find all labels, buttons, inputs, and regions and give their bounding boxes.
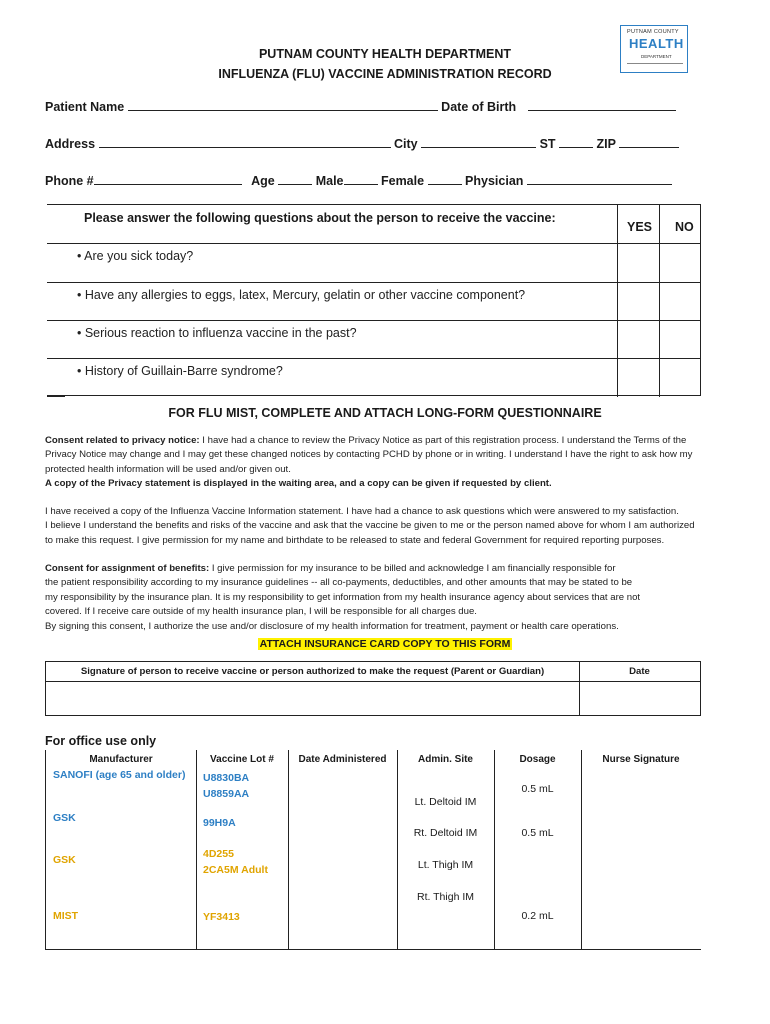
signature-date-field[interactable] bbox=[580, 682, 699, 715]
phone-label: Phone # bbox=[45, 174, 94, 188]
health-department-logo: PUTNAM COUNTY HEALTH DEPARTMENT bbox=[620, 25, 688, 73]
manufacturer-sanofi: SANOFI (age 65 and older) bbox=[53, 769, 186, 781]
dosage-sanofi: 0.5 mL bbox=[521, 783, 554, 795]
site-lt-deltoid: Lt. Deltoid IM bbox=[414, 796, 477, 808]
patient-name-field[interactable] bbox=[128, 99, 438, 111]
lot-yf3413: YF3413 bbox=[203, 911, 240, 923]
privacy-consent-label: Consent related to privacy notice: bbox=[45, 435, 200, 446]
female-field[interactable] bbox=[428, 173, 462, 185]
yes-sick-cell[interactable] bbox=[618, 243, 659, 280]
manufacturer-mist: MIST bbox=[53, 910, 79, 922]
site-lt-thigh: Lt. Thigh IM bbox=[417, 859, 474, 871]
no-guillain-barre-cell[interactable] bbox=[660, 358, 701, 395]
no-header: NO bbox=[675, 220, 694, 234]
address-label: Address bbox=[45, 137, 96, 151]
no-sick-cell[interactable] bbox=[660, 243, 701, 280]
male-label: Male bbox=[315, 174, 344, 188]
city-label: City bbox=[394, 137, 418, 151]
question-sick: • Are you sick today? bbox=[77, 249, 194, 263]
site-rt-thigh: Rt. Thigh IM bbox=[417, 891, 474, 903]
male-field[interactable] bbox=[344, 173, 378, 185]
lot-4d255: 4D255 bbox=[203, 848, 234, 860]
questions-heading: Please answer the following questions about the person to receive the vaccine: bbox=[84, 211, 556, 225]
dob-field[interactable] bbox=[528, 99, 676, 111]
question-reaction: • Serious reaction to influenza vaccine in the past? bbox=[77, 326, 357, 340]
attach-insurance-note: ATTACH INSURANCE CARD COPY TO THIS FORM bbox=[259, 638, 511, 650]
no-allergies-cell[interactable] bbox=[660, 282, 701, 319]
benefits-consent: Consent for assignment of benefits: I give permission for my insurance to be billed and acknowledge I am financially responsible for the patient responsibility according to my insurance guidelines -- all co-payments, deductibles, and other amounts that may be stated to be my responsibility by the insurance plan. It is my responsibility to get information from my health insurance agency about services that are not covered. If I receive care outside of my health insurance plan, I will be responsible for all charges due. By signing this consent, I authorize the use and/or disclosure of my health information for treatment, payment or health care operations. bbox=[45, 563, 641, 632]
privacy-statement-note: A copy of the Privacy statement is displayed in the waiting area, and a copy can be given if requested by client. bbox=[45, 478, 552, 490]
yes-reaction-cell[interactable] bbox=[618, 320, 659, 357]
signature-field[interactable] bbox=[47, 682, 578, 715]
female-label: Female bbox=[380, 174, 425, 188]
manufacturer-gsk-2: GSK bbox=[53, 854, 76, 866]
address-field[interactable] bbox=[99, 136, 391, 148]
manufacturer-header: Manufacturer bbox=[89, 754, 153, 765]
phone-field[interactable] bbox=[94, 173, 242, 185]
date-administered-header: Date Administered bbox=[298, 754, 387, 765]
phone-row bbox=[45, 173, 672, 188]
form-title: INFLUENZA (FLU) VACCINE ADMINISTRATION RECORD bbox=[218, 67, 552, 81]
flu-mist-note: FOR FLU MIST, COMPLETE AND ATTACH LONG-FORM QUESTIONNAIRE bbox=[168, 406, 602, 420]
signature-table bbox=[45, 661, 701, 716]
question-guillain-barre: • History of Guillain-Barre syndrome? bbox=[77, 364, 283, 378]
question-allergies: • Have any allergies to eggs, latex, Mercury, gelatin or other vaccine component? bbox=[77, 288, 526, 302]
dosage-gsk: 0.5 mL bbox=[521, 827, 554, 839]
lot-u8859aa: U8859AA bbox=[203, 788, 250, 800]
vaccine-lot-header: Vaccine Lot # bbox=[210, 754, 274, 765]
st-label: ST bbox=[539, 137, 556, 151]
site-rt-deltoid: Rt. Deltoid IM bbox=[413, 827, 478, 839]
admin-site-header: Admin. Site bbox=[417, 754, 473, 765]
vis-consent: I have received a copy of the Influenza Vaccine Information statement. I have had a chance to ask questions which were answered to my satisfaction. I believe I understand the benefits and risks of the vaccine and ask that the vaccine be given to me or the person named above for whom I am authorized to make this request. I give permission for my name and birthdate to be released to state and federal Government for required reporting purposes. bbox=[45, 506, 695, 546]
zip-label: ZIP bbox=[596, 137, 616, 151]
privacy-consent: Consent related to privacy notice: I have had a chance to review the Privacy Notice as part of this registration process. I understand the Terms of the Privacy Notice may change and I may get these changed notices by contacting PCHD by phone or in writing. I understand I have the right to ask how my protected health information will be used and/or given out. A copy of the Privacy statement is displayed in the waiting area, and a copy can be given if requested by client. bbox=[45, 435, 693, 490]
physician-label: Physician bbox=[465, 174, 524, 188]
office-use-title: For office use only bbox=[45, 734, 157, 748]
physician-field[interactable] bbox=[527, 173, 672, 185]
age-field[interactable] bbox=[278, 173, 312, 185]
department-title: PUTNAM COUNTY HEALTH DEPARTMENT bbox=[258, 47, 512, 61]
yes-allergies-cell[interactable] bbox=[618, 282, 659, 319]
nurse-signature-header: Nurse Signature bbox=[602, 754, 680, 765]
patient-name-row bbox=[45, 99, 676, 114]
no-reaction-cell[interactable] bbox=[660, 320, 701, 357]
lot-99h9a: 99H9A bbox=[203, 817, 236, 829]
manufacturer-gsk-1: GSK bbox=[53, 812, 76, 824]
lot-2ca5m: 2CA5M Adult bbox=[203, 864, 268, 876]
age-label: Age bbox=[251, 174, 275, 188]
address-row bbox=[45, 136, 679, 151]
zip-field[interactable] bbox=[619, 136, 679, 148]
benefits-consent-label: Consent for assignment of benefits: bbox=[45, 563, 210, 574]
dob-label: Date of Birth bbox=[441, 100, 517, 114]
lot-u8830ba: U8830BA bbox=[203, 772, 250, 784]
yes-guillain-barre-cell[interactable] bbox=[618, 358, 659, 395]
yes-header: YES bbox=[627, 220, 653, 234]
dosage-mist: 0.2 mL bbox=[521, 910, 554, 922]
patient-name-label: Patient Name bbox=[45, 100, 125, 114]
signature-label: Signature of person to receive vaccine or person authorized to make the request (Parent or Guardian) bbox=[80, 666, 545, 677]
st-field[interactable] bbox=[559, 136, 593, 148]
date-label: Date bbox=[629, 666, 650, 677]
city-field[interactable] bbox=[421, 136, 536, 148]
dosage-header: Dosage bbox=[519, 754, 556, 765]
